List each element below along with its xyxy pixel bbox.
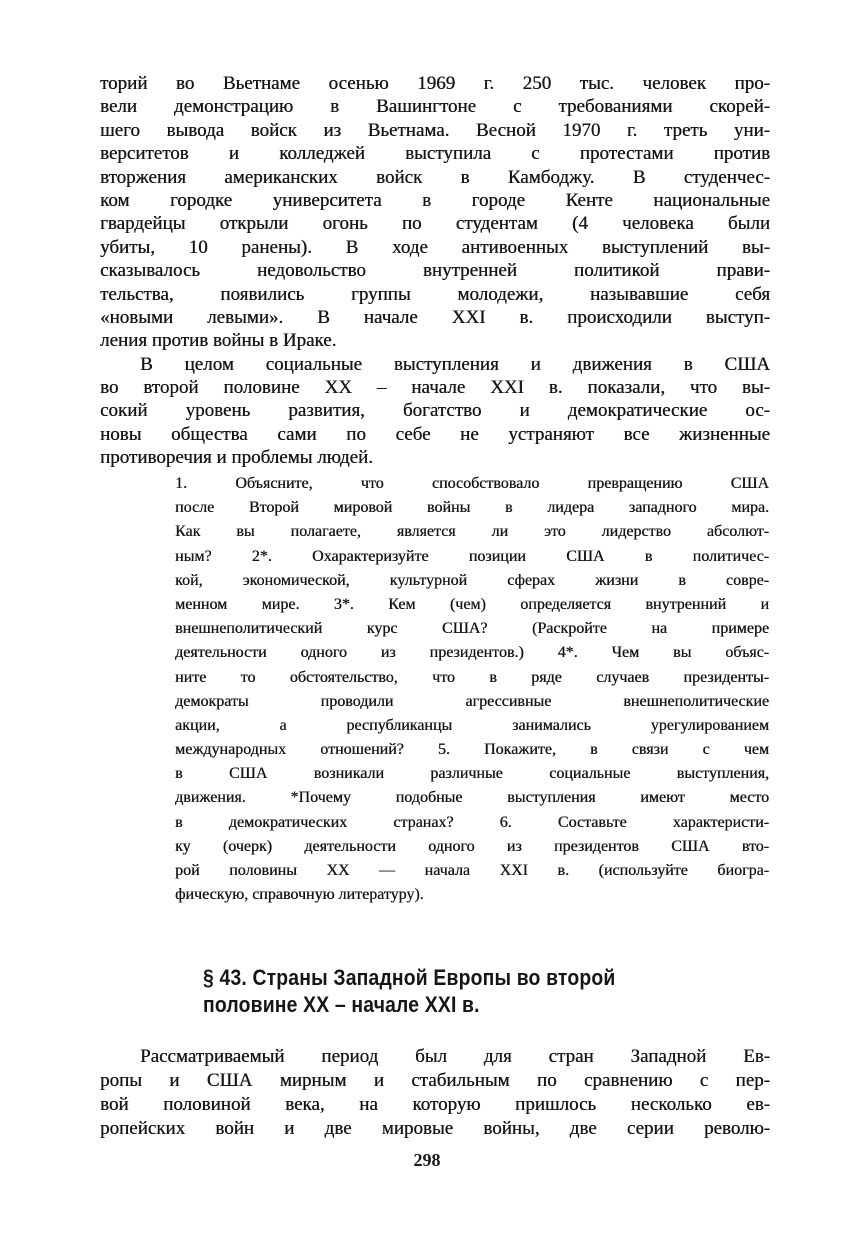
question-line: деятельности одного из президентов.) 4*. Чем вы объяс- (175, 644, 769, 662)
question-line: акции, а республиканцы занимались урегулированием (175, 716, 769, 734)
text-line: противоречия и проблемы людей. (100, 447, 373, 469)
question-line: ку (очерк) деятельности одного из президентов США вто- (175, 837, 769, 855)
text-line: сказывалось недовольство внутренней политикой прави- (100, 260, 770, 282)
text-line: шего вывода войск из Вьетнама. Весной 1970 г. треть уни- (100, 119, 770, 141)
text-line: вой половиной века, на которую пришлось несколько ев- (100, 1094, 770, 1115)
text-line: ропейских войн и две мировые войны, две серии револю- (100, 1118, 770, 1139)
question-line: 1. Объясните, что способствовало превращению США (175, 475, 769, 492)
question-line: международных отношений? 5. Покажите, в связи с чем (175, 741, 769, 759)
question-line: демократы проводили агрессивные внешнеполитические (175, 692, 769, 710)
text-line: ропы и США мирным и стабильным по сравнению с пер- (100, 1070, 770, 1091)
text-line: ком городке университета в городе Кенте национальные (100, 189, 770, 211)
text-line: вторжения американских войск в Камбоджу. В студенчес- (100, 166, 770, 188)
text-line: гвардейцы открыли огонь по студентам (4 человека были (100, 213, 770, 235)
question-line: Как вы полагаете, является ли это лидерство абсолют- (175, 523, 769, 541)
body-text-bottom (100, 1045, 770, 1141)
text-line: новы общества сами по себе не устраняют все жизненные (100, 423, 770, 445)
text-line: торий во Вьетнаме осенью 1969 г. 250 тыс. человек про- (100, 73, 770, 94)
page-number: 298 (413, 1150, 441, 1170)
question-line: фическую, справочную литературу). (175, 886, 424, 904)
text-line: ления против войны в Ираке. (100, 330, 337, 352)
question-line: в США возникали различные социальные выступления, (175, 765, 769, 783)
review-questions (175, 472, 769, 907)
question-line: после Второй мировой войны в лидера западного мира. (175, 499, 769, 517)
text-line: В целом социальные выступления и движения в США (140, 353, 770, 375)
text-line: вели демонстрацию в Вашингтоне с требованиями скорей- (100, 96, 770, 118)
question-line: кой, экономической, культурной сферах жизни в совре- (175, 571, 769, 589)
body-text-top (100, 72, 770, 470)
question-line: ните то обстоятельство, что в ряде случаев президенты- (175, 668, 769, 686)
question-line: ным? 2*. Охарактеризуйте позиции США в политичес- (175, 547, 769, 565)
section-heading (203, 964, 696, 1018)
text-line: во второй половине XX – начале XXI в. показали, что вы- (100, 377, 770, 399)
text-line: верситетов и колледжей выступила с протестами против (100, 143, 770, 165)
question-line: в демократических странах? 6. Составьте характеристи- (175, 813, 769, 831)
text-line: Рассматриваемый период был для стран Западной Ев- (140, 1046, 770, 1067)
heading-line: § 43. Страны Западной Европы во второй (203, 965, 616, 990)
question-line: рой половины XX — начала XXI в. (используйте биогра- (175, 862, 769, 879)
question-line: движения. *Почему подобные выступления имеют место (175, 789, 769, 807)
text-line: сокий уровень развития, богатство и демократические ос- (100, 400, 770, 422)
text-line: тельства, появились группы молодежи, называвшие себя (100, 283, 770, 305)
heading-line: половине XX – начале XXI в. (203, 992, 480, 1017)
text-line: убиты, 10 ранены). В ходе антивоенных выступлений вы- (100, 236, 770, 258)
text-line: «новыми левыми». В начале XXI в. происходили выступ- (100, 306, 770, 328)
question-line: внешнеполитический курс США? (Раскройте на примере (175, 620, 769, 638)
question-line: менном мире. 3*. Кем (чем) определяется внутренний и (175, 595, 769, 613)
